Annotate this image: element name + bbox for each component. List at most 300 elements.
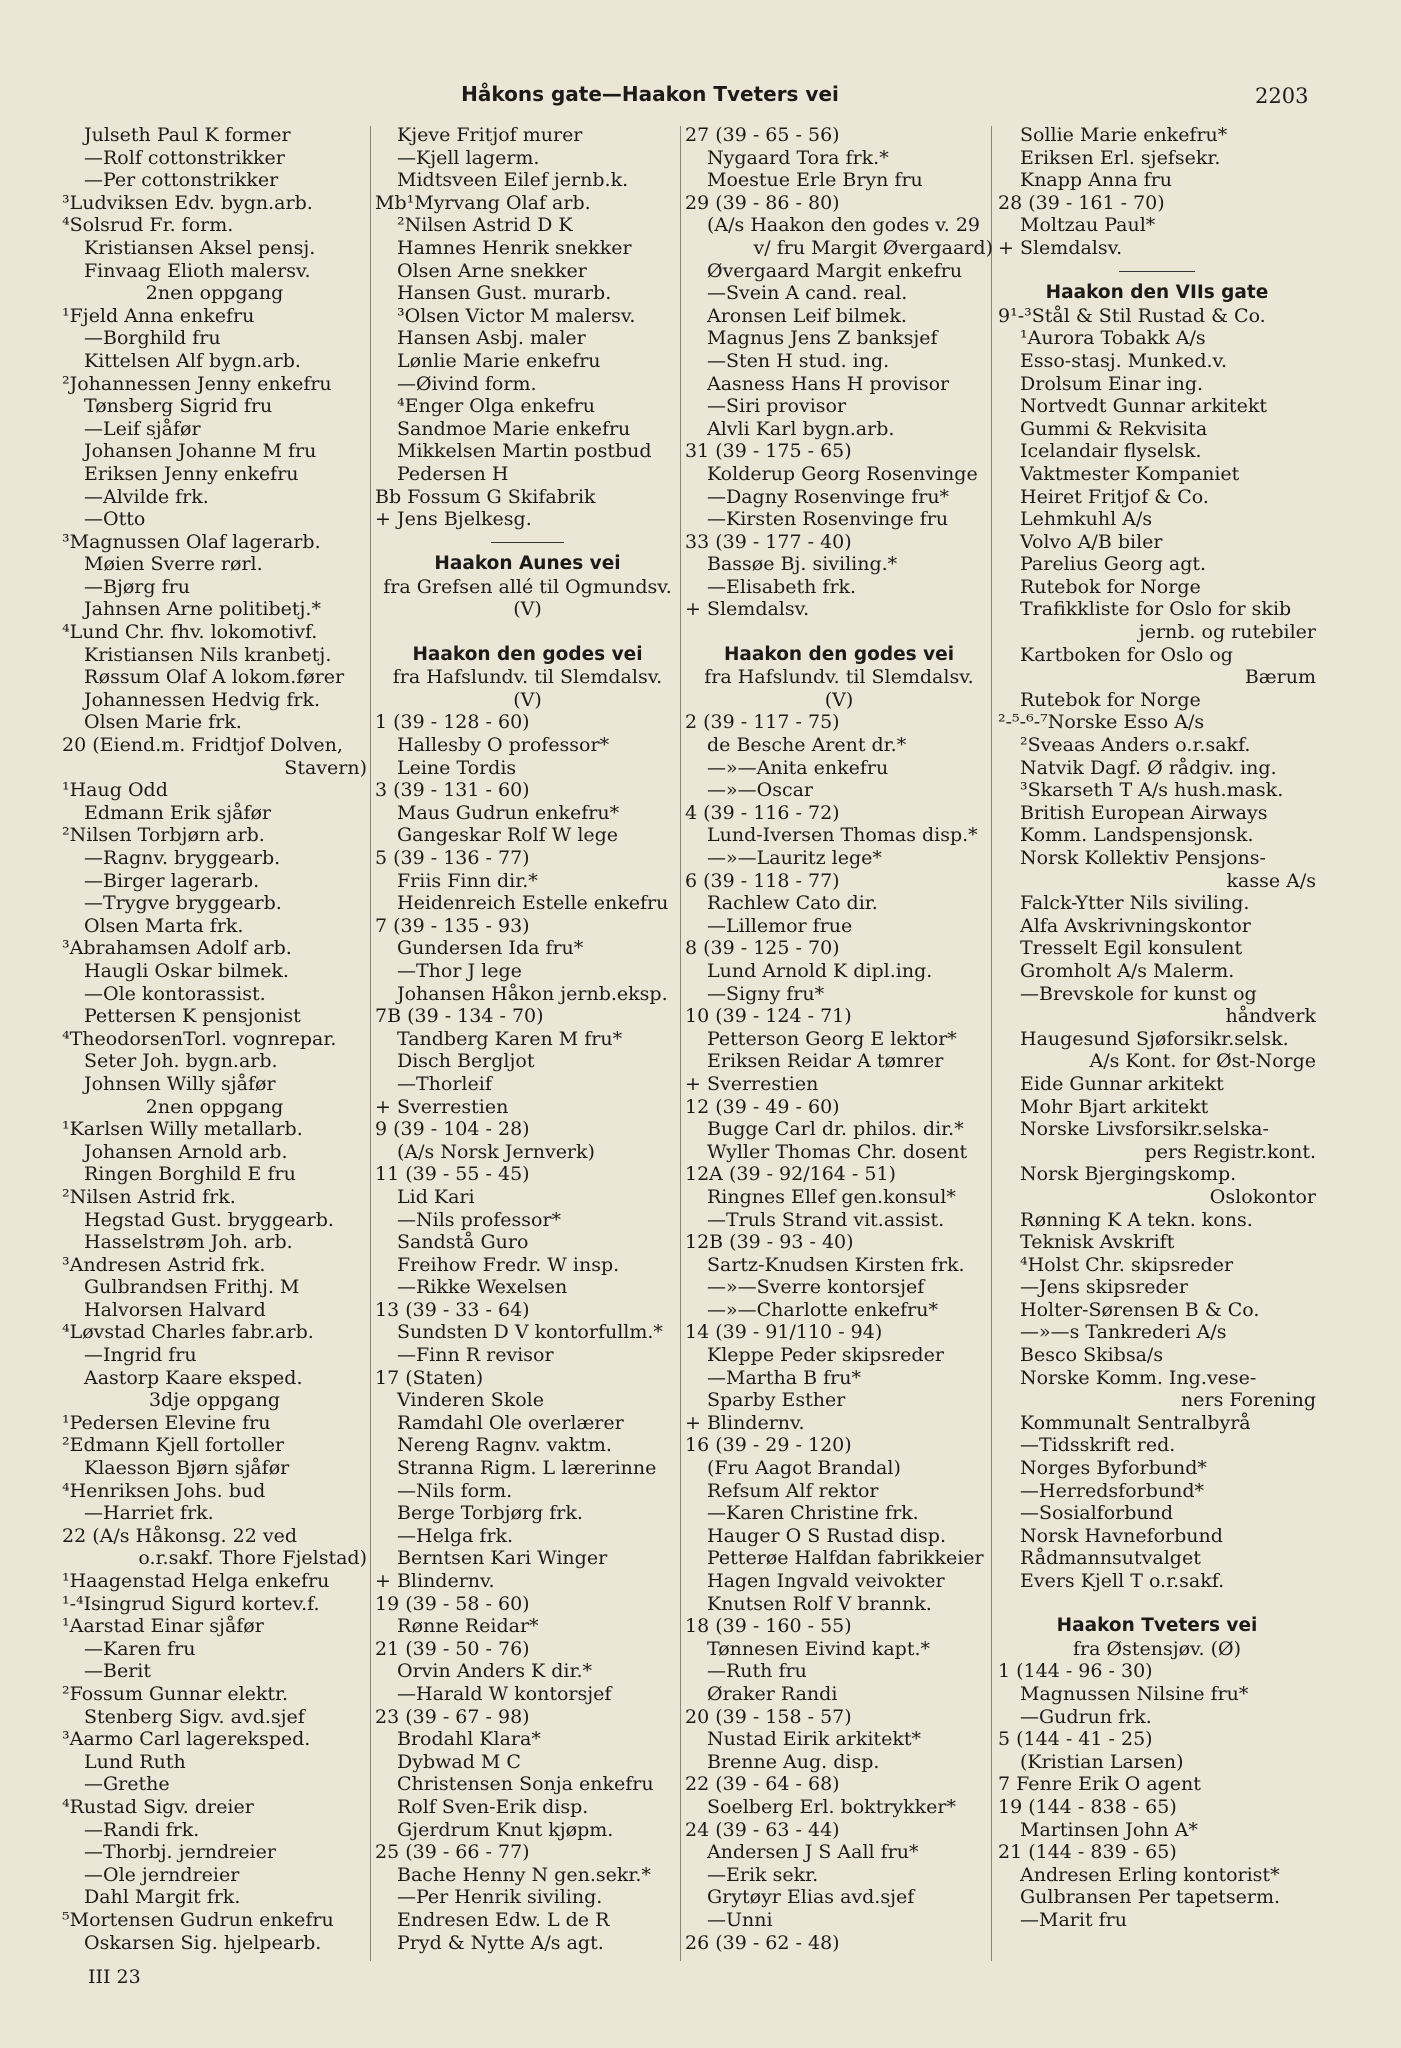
directory-entry: Lund Ruth: [84, 1750, 186, 1773]
directory-entry: o.r.sakf. Thore Fjelstad): [138, 1547, 367, 1570]
directory-entry: —Birger lagerarb.: [84, 869, 260, 892]
directory-entry: —»—Charlotte enkefru*: [707, 1298, 938, 1321]
spacer: [685, 621, 993, 644]
directory-entry: Berge Torbjørg frk.: [397, 1502, 583, 1525]
directory-entry: Gundersen Ida fru*: [397, 937, 584, 960]
directory-entry: 16 (39 - 29 - 120): [685, 1434, 852, 1457]
directory-entry: ⁴Løvstad Charles fabr.arb.: [62, 1321, 314, 1344]
directory-entry: Sartz-Knudsen Kirsten frk.: [707, 1253, 965, 1276]
directory-entry: 3dje oppgang: [148, 1389, 281, 1412]
directory-entry: —Finn R revisor: [397, 1344, 554, 1367]
directory-entry: —Sosialforbund: [1020, 1502, 1174, 1525]
directory-entry: ³Skarseth T A/s hush.mask.: [1020, 779, 1284, 802]
directory-entry: Haugesund Sjøforsikr.selsk.: [1020, 1027, 1289, 1050]
directory-entry: 2nen oppgang: [145, 282, 284, 305]
directory-entry: 12A (39 - 92/164 - 51): [685, 1163, 896, 1186]
directory-entry: + Jens Bjelkesg.: [375, 508, 532, 531]
directory-entry: Trafikkliste for Oslo for skib: [1020, 598, 1292, 621]
directory-entry: Icelandair flyselsk.: [1020, 440, 1202, 463]
directory-entry: —Dagny Rosenvinge fru*: [707, 485, 950, 508]
directory-entry: Gulbrandsen Frithj. M: [84, 1276, 300, 1299]
directory-entry: Stranna Rigm. L lærerinne: [397, 1457, 657, 1480]
directory-entry: Esso-stasj. Munked.v.: [1020, 349, 1228, 372]
directory-entry: —»—Lauritz lege*: [707, 847, 882, 869]
directory-entry: + Slemdalsv.: [685, 598, 810, 621]
directory-entry: —Marit fru: [1020, 1908, 1127, 1931]
directory-entry: ²Fossum Gunnar elektr.: [62, 1682, 289, 1705]
directory-entry: Sollie Marie enkefru*: [1020, 124, 1228, 146]
directory-entry: ⁴Rustad Sigv. dreier: [62, 1795, 254, 1818]
directory-entry: 10 (39 - 124 - 71): [685, 1005, 852, 1028]
directory-entry: 12 (39 - 49 - 60): [685, 1095, 840, 1118]
directory-column-3: [685, 124, 993, 1962]
directory-entry: 33 (39 - 177 - 40): [685, 530, 852, 553]
directory-entry: Eide Gunnar arkitekt: [1020, 1072, 1224, 1095]
directory-entry: Evers Kjell T o.r.sakf.: [1020, 1570, 1225, 1592]
directory-entry: ³Andresen Astrid frk.: [62, 1253, 266, 1276]
directory-entry: Petterøe Halfdan fabrikkeier: [707, 1547, 984, 1570]
directory-entry: 24 (39 - 63 - 44): [685, 1818, 840, 1841]
directory-entry: Gromholt A/s Malerm.: [1020, 959, 1235, 982]
directory-entry: Rutebok for Norge: [1020, 575, 1201, 598]
directory-entry: —Thorbj. jerndreier: [84, 1841, 276, 1864]
directory-entry: ⁴Holst Chr. skipsreder: [1020, 1253, 1234, 1276]
directory-entry: 3 (39 - 131 - 60): [375, 779, 530, 802]
directory-entry: (V): [513, 598, 542, 621]
directory-entry: Kleppe Peder skipsreder: [707, 1344, 944, 1367]
street-heading: Haakon den godes vei: [723, 643, 955, 665]
directory-entry: —Elisabeth frk.: [707, 575, 857, 598]
directory-entry: Seter Joh. bygn.arb.: [84, 1050, 278, 1073]
directory-entry: fra Grefsen allé til Ogmundsv.: [383, 575, 672, 598]
directory-entry: Falck-Ytter Nils siviling.: [1020, 892, 1250, 915]
directory-entry: Pettersen K pensjonist: [84, 1005, 301, 1028]
street-heading: Haakon Aunes vei: [434, 553, 621, 575]
directory-entry: ⁴Enger Olga enkefru: [397, 395, 596, 418]
spacer: [375, 621, 680, 644]
directory-entry: Møien Sverre rørl.: [84, 553, 263, 576]
directory-entry: Johnsen Willy sjåfør: [84, 1072, 276, 1095]
directory-entry: —Svein A cand. real.: [707, 282, 908, 305]
directory-entry: fra Østensjøv. (Ø): [1073, 1637, 1241, 1660]
directory-entry: ³Ludviksen Edv. bygn.arb.: [62, 191, 313, 214]
directory-entry: Freihow Fredr. W insp.: [397, 1253, 620, 1276]
directory-entry: —Karen fru: [84, 1637, 196, 1660]
directory-entry: 26 (39 - 62 - 48): [685, 1931, 840, 1954]
directory-entry: Brodahl Klara*: [397, 1728, 541, 1751]
directory-entry: Kartboken for Oslo og: [1020, 643, 1233, 666]
directory-entry: ³Abrahamsen Adolf arb.: [62, 937, 292, 960]
directory-entry: —Lillemor frue: [707, 914, 853, 937]
directory-entry: de Besche Arent dr.*: [707, 734, 907, 757]
directory-entry: Bb Fossum G Skifabrik: [375, 485, 596, 508]
directory-entry: Pryd & Nytte A/s agt.: [397, 1931, 604, 1954]
directory-entry: + Slemdalsv.: [998, 236, 1123, 259]
directory-entry: Bache Henny N gen.sekr.*: [397, 1863, 651, 1886]
directory-entry: —Siri provisor: [707, 395, 847, 418]
directory-entry: —Ingrid fru: [84, 1344, 197, 1367]
directory-entry: Lund-Iversen Thomas disp.*: [707, 824, 978, 847]
directory-entry: Kristiansen Nils kranbetj.: [84, 643, 332, 666]
directory-entry: Midtsveen Eilef jernb.k.: [397, 169, 629, 192]
directory-entry: ¹Pedersen Elevine fru: [62, 1411, 271, 1434]
directory-entry: Lid Kari: [397, 1185, 475, 1208]
directory-entry: Alfa Avskrivningskontor: [1020, 914, 1251, 937]
spacer: [998, 1593, 1316, 1616]
directory-entry: Aastorp Kaare eksped.: [84, 1366, 303, 1389]
directory-entry: —»—Oscar: [707, 779, 814, 802]
directory-entry: Martinsen John A*: [1020, 1818, 1198, 1841]
directory-entry: Volvo A/B biler: [1020, 530, 1163, 553]
directory-entry: Leine Tordis: [397, 756, 517, 779]
directory-entry: —Grethe: [84, 1773, 170, 1796]
directory-entry: Lønlie Marie enkefru: [397, 349, 601, 372]
directory-entry: Wyller Thomas Chr. dosent: [707, 1140, 968, 1163]
directory-entry: Berntsen Kari Winger: [397, 1547, 608, 1570]
directory-entry: Knutsen Rolf V brannk.: [707, 1592, 932, 1615]
directory-entry: jernb. og rutebiler: [1138, 621, 1316, 644]
directory-entry: 20 (39 - 158 - 57): [685, 1705, 852, 1728]
directory-entry: Bugge Carl dr. philos. dir.*: [707, 1118, 964, 1141]
directory-entry: (V): [513, 688, 542, 711]
directory-entry: Friis Finn dir.*: [397, 869, 538, 892]
directory-entry: —Kjell lagerm.: [397, 146, 540, 169]
directory-entry: Sandstå Guro: [397, 1231, 529, 1254]
directory-entry: Heiret Fritjof & Co.: [1020, 485, 1209, 508]
directory-entry: (A/s Haakon den godes v. 29: [707, 214, 980, 237]
directory-entry: 13 (39 - 33 - 64): [375, 1298, 530, 1321]
directory-entry: (Fru Aagot Brandal): [707, 1457, 901, 1480]
directory-entry: 5 (39 - 136 - 77): [375, 847, 530, 869]
directory-column-4: [998, 124, 1316, 1962]
directory-entry: —Berit: [84, 1660, 152, 1683]
directory-entry: Norske Komm. Ing.vese-: [1020, 1366, 1257, 1389]
directory-entry: Hallesby O professor*: [397, 734, 610, 757]
directory-entry: Eriksen Reidar A tømrer: [707, 1050, 944, 1073]
directory-entry: Øvergaard Margit enkefru: [707, 259, 963, 282]
directory-entry: Kjeve Fritjof murer: [397, 124, 583, 146]
directory-entry: Endresen Edw. L de R: [397, 1908, 610, 1931]
directory-entry: ²Edmann Kjell fortoller: [62, 1434, 285, 1457]
directory-entry: —Herredsforbund*: [1020, 1479, 1204, 1502]
directory-entry: + Sverrestien: [685, 1072, 819, 1095]
directory-entry: ners Forening: [1181, 1389, 1316, 1412]
directory-entry: 28 (39 - 161 - 70): [998, 191, 1165, 214]
directory-entry: —Karen Christine frk.: [707, 1502, 919, 1525]
directory-entry: håndverk: [1225, 1005, 1316, 1028]
directory-entry: Rønne Reidar*: [397, 1615, 539, 1638]
directory-entry: —Bjørg fru: [84, 575, 190, 598]
directory-entry: —Thor J lege: [397, 959, 522, 982]
directory-entry: Ringnes Ellef gen.konsul*: [707, 1185, 956, 1208]
directory-entry: (Kristian Larsen): [1020, 1750, 1184, 1773]
directory-entry: + Sverrestien: [375, 1095, 509, 1118]
directory-entry: 14 (39 - 91/110 - 94): [685, 1321, 883, 1344]
directory-entry: Nereng Ragnv. vaktm.: [397, 1434, 612, 1457]
directory-entry: Aronsen Leif bilmek.: [707, 304, 907, 327]
directory-entry: 22 (A/s Håkonsg. 22 ved: [62, 1524, 297, 1547]
directory-entry: Kittelsen Alf bygn.arb.: [84, 349, 301, 372]
directory-entry: Tønsberg Sigrid fru: [84, 395, 273, 418]
directory-entry: —Thorleif: [397, 1072, 492, 1095]
directory-entry: Drolsum Einar ing.: [1020, 372, 1204, 395]
directory-entry: Hauger O S Rustad disp.: [707, 1524, 946, 1547]
directory-entry: —Ruth fru: [707, 1660, 807, 1683]
directory-entry: Natvik Dagf. Ø rådgiv. ing.: [1020, 756, 1277, 779]
directory-entry: Lund Arnold K dipl.ing.: [707, 959, 933, 982]
directory-entry: Bassøe Bj. siviling.*: [707, 553, 898, 576]
directory-entry: Johansen Håkon jernb.eksp.: [397, 982, 668, 1005]
directory-entry: Brenne Aug. disp.: [707, 1750, 880, 1773]
directory-entry: —Jens skipsreder: [1020, 1276, 1188, 1299]
directory-entry: Alvli Karl bygn.arb.: [707, 417, 895, 440]
directory-entry: Olsen Marta frk.: [84, 914, 244, 937]
directory-entry: Disch Bergljot: [397, 1050, 535, 1073]
directory-entry: Tresselt Egil konsulent: [1020, 937, 1243, 960]
directory-entry: Aasness Hans H provisor: [707, 372, 950, 395]
directory-entry: —»—Anita enkefru: [707, 756, 889, 779]
directory-entry: ⁴TheodorsenTorl. vognrepar.: [62, 1027, 337, 1050]
directory-entry: Norske Livsforsikr.selska-: [1020, 1118, 1269, 1141]
directory-entry: Olsen Marie frk.: [84, 711, 242, 734]
directory-entry: Hansen Gust. murarb.: [397, 282, 612, 305]
directory-entry: Andersen J S Aall fru*: [707, 1841, 919, 1864]
directory-entry: Grytøyr Elias avd.sjef: [707, 1886, 915, 1909]
directory-entry: Hagen Ingvald veivokter: [707, 1570, 945, 1592]
directory-entry: Røssum Olaf A lokom.fører: [84, 666, 345, 689]
directory-entry: Rutebok for Norge: [1020, 688, 1201, 711]
directory-entry: Julseth Paul K former: [84, 124, 291, 146]
directory-entry: —Gudrun frk.: [1020, 1705, 1152, 1728]
directory-entry: —Unni: [707, 1908, 773, 1931]
directory-entry: Hamnes Henrik snekker: [397, 236, 632, 259]
directory-entry: —Leif sjåfør: [84, 417, 201, 440]
directory-entry: 7B (39 - 134 - 70): [375, 1005, 544, 1028]
directory-entry: Eriksen Erl. sjefsekr.: [1020, 146, 1221, 169]
directory-entry: Hasselstrøm Joh. arb.: [84, 1231, 293, 1254]
directory-entry: Petterson Georg E lektor*: [707, 1027, 957, 1050]
directory-entry: —Ole jerndreier: [84, 1863, 240, 1886]
directory-entry: —Helga frk.: [397, 1524, 514, 1547]
directory-entry: 20 (Eiend.m. Fridtjof Dolven,: [62, 734, 343, 757]
directory-entry: Vinderen Skole: [397, 1389, 544, 1412]
directory-entry: —»—Sverre kontorsjef: [707, 1276, 925, 1299]
directory-entry: Dybwad M C: [397, 1750, 521, 1773]
directory-entry: kasse A/s: [1226, 869, 1316, 892]
directory-entry: ⁴Henriksen Johs. bud: [62, 1479, 266, 1502]
directory-entry: Rolf Sven-Erik disp.: [397, 1795, 589, 1818]
directory-entry: Ramdahl Ole overlærer: [397, 1411, 624, 1434]
directory-entry: ²Nilsen Astrid frk.: [62, 1185, 236, 1208]
directory-entry: Nortvedt Gunnar arkitekt: [1020, 395, 1267, 418]
directory-entry: 19 (39 - 58 - 60): [375, 1592, 530, 1615]
directory-entry: 7 (39 - 135 - 93): [375, 914, 530, 937]
directory-entry: 9¹-³Stål & Stil Rustad & Co.: [998, 304, 1266, 327]
directory-entry: Mb¹Myrvang Olaf arb.: [375, 191, 591, 214]
directory-entry: Pedersen H: [397, 462, 509, 485]
directory-entry: Rachlew Cato dir.: [707, 892, 878, 915]
directory-entry: 27 (39 - 65 - 56): [685, 124, 840, 146]
section-rule: [998, 260, 1316, 283]
directory-entry: Heidenreich Estelle enkefru: [397, 892, 669, 915]
directory-entry: 25 (39 - 66 - 77): [375, 1841, 530, 1864]
directory-entry: Vaktmester Kompaniet: [1020, 462, 1240, 485]
directory-entry: + Blindernv.: [375, 1570, 495, 1592]
directory-entry: Kolderup Georg Rosenvinge: [707, 462, 978, 485]
directory-entry: Finvaag Elioth malersv.: [84, 259, 311, 282]
directory-entry: —Ole kontorassist.: [84, 982, 266, 1005]
directory-entry: pers Registr.kont.: [1144, 1140, 1316, 1163]
directory-entry: (V): [824, 688, 854, 711]
directory-entry: Olsen Arne snekker: [397, 259, 587, 282]
directory-entry: Norsk Bjergingskomp.: [1020, 1163, 1237, 1186]
directory-entry: Johannessen Hedvig frk.: [84, 688, 321, 711]
directory-entry: 1 (144 - 96 - 30): [998, 1660, 1153, 1683]
directory-entry: 21 (39 - 50 - 76): [375, 1637, 530, 1660]
directory-entry: Holter-Sørensen B & Co.: [1020, 1298, 1260, 1321]
directory-entry: —Nils form.: [397, 1479, 513, 1502]
directory-entry: Norsk Havneforbund: [1020, 1524, 1223, 1547]
directory-entry: Bærum: [1244, 666, 1316, 689]
directory-entry: ⁴Lund Chr. fhv. lokomotivf.: [62, 621, 318, 644]
directory-entry: v/ fru Margit Øvergaard): [753, 236, 993, 259]
directory-entry: 29 (39 - 86 - 80): [685, 191, 840, 214]
directory-entry: Knapp Anna fru: [1020, 169, 1173, 192]
directory-entry: ¹Aarstad Einar sjåfør: [62, 1615, 264, 1638]
directory-entry: Lehmkuhl A/s: [1020, 508, 1153, 531]
directory-entry: Ringen Borghild E fru: [84, 1163, 296, 1186]
directory-entry: —Kirsten Rosenvinge fru: [707, 508, 949, 531]
directory-entry: ⁴Solsrud Fr. form.: [62, 214, 234, 237]
directory-entry: 17 (Staten): [375, 1366, 484, 1389]
directory-entry: Komm. Landspensjonsk.: [1020, 824, 1254, 847]
directory-entry: Parelius Georg agt.: [1020, 553, 1207, 576]
directory-entry: Andresen Erling kontorist*: [1020, 1863, 1280, 1886]
street-heading: Haakon Tveters vei: [1056, 1615, 1258, 1637]
directory-entry: —Borghild fru: [84, 327, 221, 350]
directory-column-2: [375, 124, 680, 1962]
directory-entry: ²Nilsen Torbjørn arb.: [62, 824, 265, 847]
directory-entry: —Otto: [84, 508, 146, 531]
directory-entry: 21 (144 - 839 - 65): [998, 1841, 1177, 1864]
directory-entry: Gjerdrum Knut kjøpm.: [397, 1818, 614, 1841]
directory-entry: ³Olsen Victor M malersv.: [397, 304, 636, 327]
directory-entry: Christensen Sonja enkefru: [397, 1773, 654, 1796]
directory-entry: Nustad Eirik arkitekt*: [707, 1728, 921, 1751]
directory-entry: Hansen Asbj. maler: [397, 327, 586, 350]
directory-entry: (A/s Norsk Jernverk): [397, 1140, 595, 1163]
directory-entry: Johansen Arnold arb.: [84, 1140, 288, 1163]
directory-entry: 31 (39 - 175 - 65): [685, 440, 852, 463]
directory-entry: Sandmoe Marie enkefru: [397, 417, 631, 440]
directory-entry: —Randi frk.: [84, 1818, 200, 1841]
directory-entry: Moltzau Paul*: [1020, 214, 1156, 237]
directory-entry: Refsum Alf rektor: [707, 1479, 879, 1502]
directory-entry: Kommunalt Sentralbyrå: [1020, 1411, 1251, 1434]
directory-column-1: [62, 124, 367, 1962]
directory-entry: Jahnsen Arne politibetj.*: [84, 598, 321, 621]
directory-entry: —Sten H stud. ing.: [707, 349, 890, 372]
directory-entry: 5 (144 - 41 - 25): [998, 1728, 1153, 1751]
directory-entry: 1 (39 - 128 - 60): [375, 711, 530, 734]
directory-entry: Sparby Esther: [707, 1389, 846, 1412]
directory-entry: ³Magnussen Olaf lagerarb.: [62, 530, 321, 553]
directory-entry: fra Hafslundv. til Slemdalsv.: [392, 666, 663, 689]
directory-entry: —Brevskole for kunst og: [1020, 982, 1257, 1005]
directory-entry: Besco Skibsa/s: [1020, 1344, 1164, 1367]
directory-entry: —Ragnv. bryggearb.: [84, 847, 281, 869]
directory-entry: —Harriet frk.: [84, 1502, 214, 1525]
directory-entry: —Truls Strand vit.assist.: [707, 1208, 945, 1231]
directory-entry: Magnus Jens Z banksjef: [707, 327, 938, 350]
directory-entry: 9 (39 - 104 - 28): [375, 1118, 530, 1141]
directory-entry: 4 (39 - 116 - 72): [685, 801, 840, 824]
directory-entry: Oskarsen Sig. hjelpearb.: [84, 1931, 322, 1954]
directory-entry: A/s Kont. for Øst-Norge: [1089, 1050, 1316, 1073]
directory-entry: Moestue Erle Bryn fru: [707, 169, 923, 192]
directory-entry: Rønning K A tekn. kons.: [1020, 1208, 1253, 1231]
directory-entry: ¹Fjeld Anna enkefru: [62, 304, 255, 327]
directory-entry: 6 (39 - 118 - 77): [685, 869, 840, 892]
directory-entry: Klaesson Bjørn sjåfør: [84, 1457, 290, 1480]
directory-entry: British European Airways: [1020, 801, 1268, 824]
directory-entry: Orvin Anders K dir.*: [397, 1660, 592, 1683]
directory-entry: —»—s Tankrederi A/s: [1020, 1321, 1227, 1344]
page-number: 2203: [1255, 84, 1309, 108]
directory-entry: ¹-⁴Isingrud Sigurd kortev.f.: [62, 1592, 320, 1615]
directory-entry: ¹Haug Odd: [62, 779, 168, 802]
directory-entry: 18 (39 - 160 - 55): [685, 1615, 852, 1638]
directory-entry: fra Hafslundv. til Slemdalsv.: [704, 666, 974, 689]
directory-entry: 23 (39 - 67 - 98): [375, 1705, 530, 1728]
directory-entry: —Øivind form.: [397, 372, 537, 395]
directory-entry: Norsk Kollektiv Pensjons-: [1020, 847, 1266, 869]
directory-entry: —Rikke Wexelsen: [397, 1276, 568, 1299]
directory-entry: Teknisk Avskrift: [1020, 1231, 1175, 1254]
directory-entry: Eriksen Jenny enkefru: [84, 462, 299, 485]
directory-entry: Kristiansen Aksel pensj.: [84, 236, 316, 259]
directory-entry: —Per cottonstrikker: [84, 169, 279, 192]
directory-entry: Edmann Erik sjåfør: [84, 801, 271, 824]
directory-entry: Hegstad Gust. bryggearb.: [84, 1208, 334, 1231]
directory-entry: —Signy fru*: [707, 982, 825, 1005]
directory-entry: Norges Byforbund*: [1020, 1457, 1207, 1480]
directory-entry: Mikkelsen Martin postbud: [397, 440, 652, 463]
directory-entry: Mohr Bjart arkitekt: [1020, 1095, 1209, 1118]
directory-entry: Rådmannsutvalget: [1020, 1547, 1201, 1570]
directory-entry: Johansen Johanne M fru: [84, 440, 317, 463]
directory-entry: Nygaard Tora frk.*: [707, 146, 889, 169]
street-heading: Haakon den VIIs gate: [1045, 282, 1269, 304]
directory-entry: —Tidsskrift red.: [1020, 1434, 1176, 1457]
directory-entry: ²Nilsen Astrid D K: [397, 214, 573, 237]
page-title: Håkons gate—Haakon Tveters vei: [461, 82, 839, 106]
directory-entry: ²-⁵-⁶-⁷Norske Esso A/s: [998, 711, 1205, 734]
directory-entry: Gangeskar Rolf W lege: [397, 824, 619, 847]
directory-entry: Tønnesen Eivind kapt.*: [707, 1637, 930, 1660]
directory-entry: 12B (39 - 93 - 40): [685, 1231, 854, 1254]
directory-entry: —Harald W kontorsjef: [397, 1682, 612, 1705]
directory-entry: 2nen oppgang: [145, 1095, 284, 1118]
directory-entry: Soelberg Erl. boktrykker*: [707, 1795, 956, 1818]
directory-entry: + Blindernv.: [685, 1411, 805, 1434]
directory-entry: —Alvilde frk.: [84, 485, 209, 508]
directory-entry: Magnussen Nilsine fru*: [1020, 1682, 1249, 1705]
directory-entry: —Martha B fru*: [707, 1366, 861, 1389]
directory-entry: 7 Fenre Erik O agent: [998, 1773, 1201, 1796]
directory-entry: ⁵Mortensen Gudrun enkefru: [62, 1908, 334, 1931]
directory-entry: Sundsten D V kontorfullm.*: [397, 1321, 663, 1344]
